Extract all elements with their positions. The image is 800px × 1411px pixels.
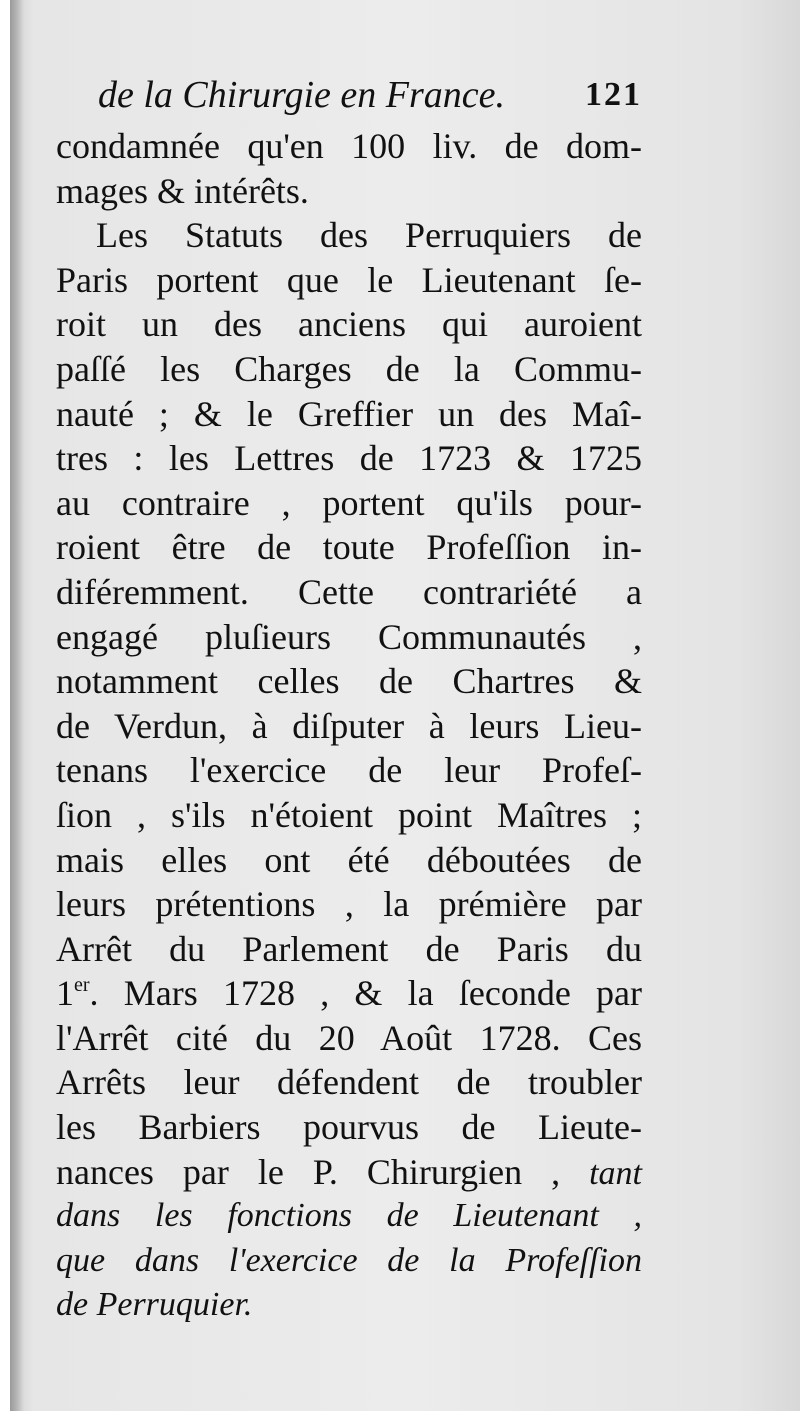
text-line: de Verdun, à diſputer à leurs Lieu- xyxy=(56,705,642,746)
text-line: roient être de toute Profeſſion in- xyxy=(56,527,642,568)
paragraph-start-line: Les Statuts des Perruquiers de xyxy=(96,215,642,256)
text-line: tenans l'exercice de leur Profeſ- xyxy=(56,750,642,791)
text-line: ſion , s'ils n'étoient point Maîtres ; xyxy=(56,794,642,835)
italic-line: dans les fonctions de Lieutenant , xyxy=(56,1197,642,1235)
text-line xyxy=(56,1150,642,1195)
text-line: Paris portent que le Lieutenant ſe- xyxy=(56,259,642,300)
text-fragment: . Mars 1728 , & la ſeconde par xyxy=(89,973,642,1014)
text-line: mages & intérêts. xyxy=(56,170,309,211)
italic-line: que dans l'exercice de la Profeſſion xyxy=(56,1241,642,1279)
running-title: de la Chirurgie en France. xyxy=(98,74,506,116)
text-line: condamnée qu'en 100 liv. de dom- xyxy=(56,126,642,166)
italic-line: de Perruquier. xyxy=(56,1286,253,1324)
text-line: engagé pluſieurs Communautés , xyxy=(56,616,642,657)
italic-fragment: tant xyxy=(589,1154,642,1192)
text-line: diféremment. Cette contrariété a xyxy=(56,571,642,612)
text-line: Arrêts leur défendent de troubler xyxy=(56,1062,642,1103)
book-page xyxy=(10,0,800,1411)
text-line: roit un des anciens qui auroient xyxy=(56,304,642,345)
running-head xyxy=(56,66,642,124)
text-fragment: nances par le P. Chirurgien , xyxy=(56,1151,590,1192)
text-line: les Barbiers pourvus de Lieute- xyxy=(56,1107,642,1148)
text-line: l'Arrêt cité du 20 Août 1728. Ces xyxy=(56,1017,642,1058)
text-line: notamment celles de Chartres & xyxy=(56,661,642,702)
text-line: leurs prétentions , la prémière par xyxy=(56,884,642,925)
text-line xyxy=(56,971,642,1016)
superscript: er xyxy=(74,974,90,997)
text-fragment: 1 xyxy=(56,973,74,1014)
text-line: nauté ; & le Greffier un des Maî- xyxy=(56,393,642,434)
text-line: au contraire , portent qu'ils pour- xyxy=(56,482,642,523)
page-number: 121 xyxy=(585,76,642,113)
text-block xyxy=(56,66,642,1328)
text-line: tres : les Lettres de 1723 & 1725 xyxy=(56,438,642,479)
text-line: mais elles ont été déboutées de xyxy=(56,839,642,880)
text-line: Arrêt du Parlement de Paris du xyxy=(56,928,642,969)
text-line: paſſé les Charges de la Commu- xyxy=(56,348,642,389)
